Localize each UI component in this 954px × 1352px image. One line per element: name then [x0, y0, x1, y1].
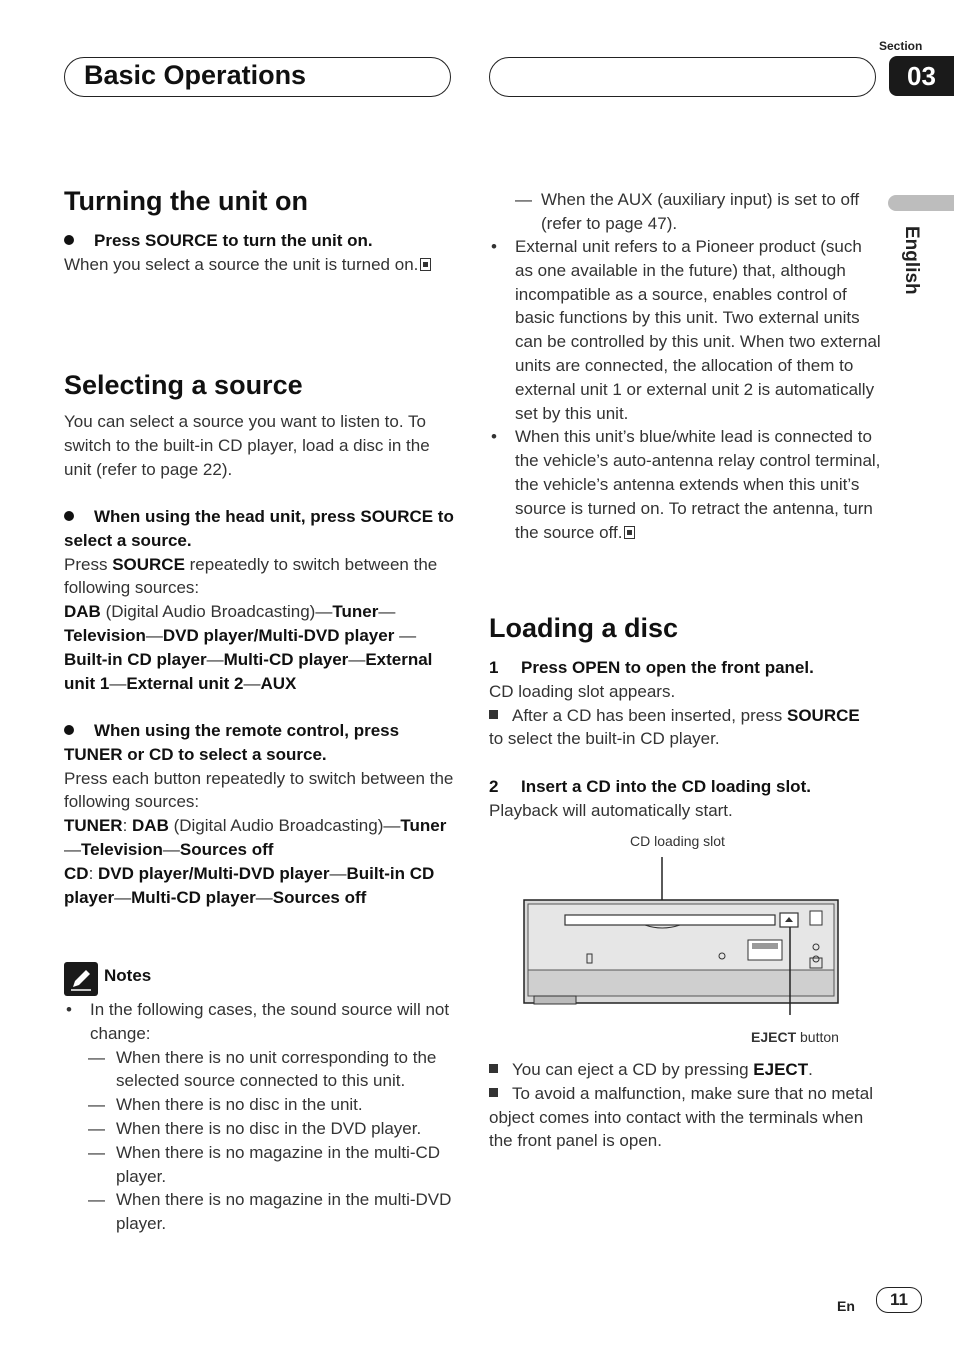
- notes-list-cont-2: [489, 235, 881, 544]
- note-square-icon: [489, 1088, 498, 1097]
- label-eject: EJECT button: [751, 1029, 839, 1045]
- header-title: Basic Operations: [84, 60, 307, 90]
- step2-desc: Playback will automatically start.: [489, 800, 733, 820]
- bullet-icon: [64, 235, 74, 245]
- footer-page: 11: [876, 1287, 922, 1313]
- turning-on-text: When you select a source the unit is turned on.: [64, 254, 419, 274]
- remote-block: [64, 719, 454, 909]
- note-square-icon: [489, 1064, 498, 1073]
- turning-on-step: Press SOURCE to turn the unit on.: [94, 231, 373, 250]
- head-unit-step: When using the head unit, press SOURCE to select a source.: [64, 507, 454, 550]
- remote-cd-sources: CD: DVD player/Multi-DVD player—Built-in CD player—Multi-CD player—Sources off: [64, 863, 435, 907]
- heading-selecting: Selecting a source: [64, 370, 303, 400]
- step1-desc: CD loading slot appears.: [489, 681, 676, 701]
- note-sub-3: — When there is no disc in the DVD player.: [64, 1117, 456, 1141]
- remote-text: Press each button repeatedly to switch between the following sources:: [64, 768, 454, 812]
- remote-step: When using the remote control, press TUNER or CD to select a source.: [64, 721, 400, 764]
- end-mark-icon: [420, 258, 431, 271]
- note-sub-5: — When there is no magazine in the multi-DVD player.: [64, 1188, 456, 1236]
- loading-notes: [489, 1058, 881, 1153]
- step2-text: Insert a CD into the CD loading slot.: [521, 777, 811, 796]
- bullet-icon: [64, 511, 74, 521]
- notes-list-cont: [515, 188, 881, 236]
- step1-note-cont: to select the built-in CD player.: [489, 729, 720, 749]
- bullet-icon: [64, 725, 74, 735]
- end-mark-icon: [624, 526, 635, 539]
- step1-text: Press OPEN to open the front panel.: [521, 658, 814, 677]
- loading-step2-block: [489, 775, 881, 823]
- selecting-intro: You can select a source you want to listen to. To switch to the built-in CD player, load a disc in the unit (refer to page 22).: [64, 412, 430, 479]
- note-item-3: [489, 425, 881, 544]
- english-tab: [888, 195, 954, 211]
- head-unit-sources: DAB (Digital Audio Broadcasting)—Tuner—Television—DVD player/Multi-DVD player —Built-in CD player—Multi-CD player—External unit 1—External unit 2—AUX: [64, 602, 433, 693]
- step1-note: After a CD has been inserted, press SOURCE: [489, 704, 881, 728]
- note-item-2: • External unit refers to a Pioneer product (such as one available in the future) that, although incompatible as a source, enables control of basic functions by this unit. Two external units can be controlled by this unit. When two external units are connected, the allocation of them to external unit 1 or external unit 2 is automatically set by this unit.: [489, 235, 881, 425]
- notes-icon: [64, 962, 98, 996]
- remote-tuner-sources: TUNER: DAB (Digital Audio Broadcasting)—Tuner—Television—Sources off: [64, 816, 447, 859]
- label-cd-slot: CD loading slot: [630, 833, 725, 849]
- header-empty-pill: [489, 57, 876, 97]
- section-number: 03: [889, 56, 954, 96]
- notes-list: [64, 998, 456, 1236]
- head-unit-text: Press SOURCE repeatedly to switch between the following sources:: [64, 554, 438, 598]
- note-item-1: • In the following cases, the sound source will not change:: [64, 998, 456, 1046]
- head-unit-block: [64, 505, 454, 695]
- note-sub-4: — When there is no magazine in the multi-CD player.: [64, 1141, 456, 1189]
- cd-unit-diagram: [520, 855, 845, 1015]
- loading-step1-block: [489, 656, 881, 751]
- note-sub-2: — When there is no disc in the unit.: [64, 1093, 456, 1117]
- heading-turning-on: Turning the unit on: [64, 186, 308, 216]
- turning-on-block: [64, 229, 454, 277]
- note-eject: You can eject a CD by pressing EJECT.: [489, 1058, 881, 1082]
- note-sub-6: — When the AUX (auxiliary input) is set to off (refer to page 47).: [515, 188, 881, 236]
- section-label: Section: [879, 39, 923, 53]
- step1-number: 1: [489, 658, 499, 677]
- heading-loading: Loading a disc: [489, 613, 679, 643]
- footer-lang: En: [837, 1298, 855, 1314]
- note-sub-1: — When there is no unit corresponding to the selected source connected to this unit.: [64, 1046, 456, 1094]
- note-malfunction: To avoid a malfunction, make sure that no metal object comes into contact with the terminals when the front panel is open.: [489, 1083, 873, 1151]
- step2-number: 2: [489, 777, 499, 796]
- note-square-icon: [489, 710, 498, 719]
- notes-title: Notes: [104, 966, 152, 985]
- english-label: English: [901, 226, 922, 295]
- note-item-3-text: When this unit’s blue/white lead is connected to the vehicle’s auto-antenna relay control terminal, the vehicle’s antenna extends when this unit’s source is turned on. To retract the antenna, turn the source off.: [515, 427, 881, 542]
